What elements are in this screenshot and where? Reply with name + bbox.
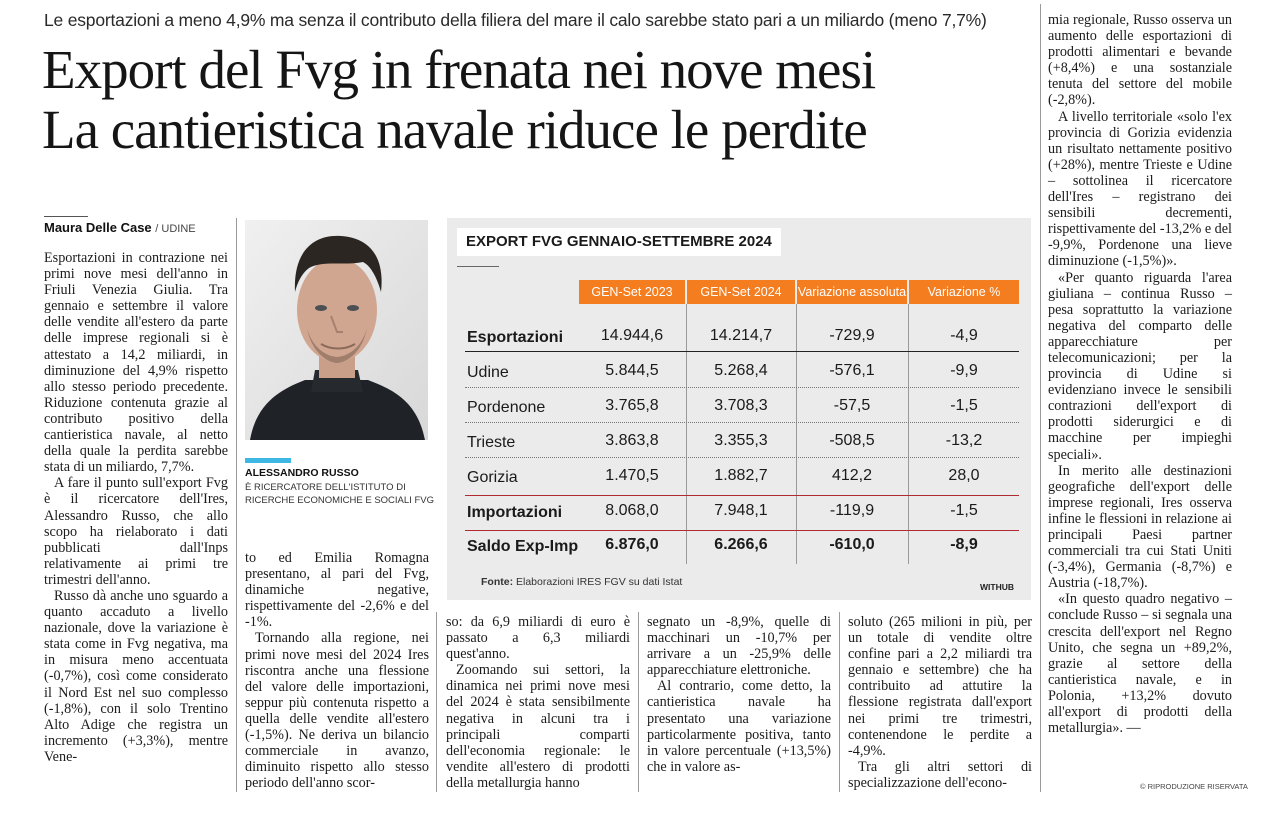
paragraph: soluto (265 milioni in più, per un totale di vendite oltre confine pari a 2,2 miliardi tra gennaio e settembre) che ha contribuito ad attutire la flessione registrata dall'export nei primi tre trimestri, contenendone le perdite a -4,9%. [848, 614, 1032, 759]
kicker: Le esportazioni a meno 4,9% ma senza il contributo della filiera del mare il calo sarebbe stato pari a un miliardo (meno 7,7%) [44, 10, 987, 30]
table-header-2023: GEN-Set 2023 [579, 280, 685, 304]
paragraph: A livello territoriale «solo l'ex provincia di Gorizia evidenzia un risultato nettamente positivo (+28%), mentre Trieste e Udine – sottolinea il ricercatore dell'Ires – registrano dei sensibili decrementi, rispettivamente del -13,2% e del -9,9%, Pordenone una lieve diminuzione (-1,5%)». [1048, 108, 1232, 270]
table-row-label: Pordenone [467, 399, 546, 416]
table-row-label: Importazioni [467, 504, 563, 521]
table-cell: -4,9 [950, 327, 978, 344]
paragraph: Esportazioni in contrazione nei primi nove mesi dell'anno in Friuli Venezia Giulia. Tra gennaio e settembre il valore delle vendite all'estero da parte delle imprese regionali si è attestato a 14,2 miliardi, in diminuzione del 4,9% rispetto allo stesso periodo precedente. Riduzione contenuta grazie al contributo positivo della cantieristica navale, al netto della quale la perdita sarebbe stata di un miliardo, 7,7%. [44, 250, 228, 476]
table-rule [465, 351, 1019, 352]
article-column-1 [44, 250, 228, 795]
column-rule [436, 612, 437, 792]
byline [44, 220, 196, 235]
copyright-notice: © RIPRODUZIONE RISERVATA [1140, 782, 1248, 791]
caption-description: È RICERCATORE DELL'ISTITUTO DI RICERCHE ECONOMICHE E SOCIALI FVG [245, 482, 434, 506]
article-column-3 [446, 614, 630, 794]
table-row-label: Gorizia [467, 469, 518, 486]
table-cell: 5.844,5 [605, 362, 659, 379]
table-title-box [457, 228, 781, 256]
table-cell: 8.068,0 [605, 502, 659, 519]
paragraph: Zoomando sui settori, la dinamica nei primi nove mesi del 2024 è stata sensibilmente negativa in alcuni tra i principali comparti dell'economia regionale: le vendite all'estero di prodotti della metallurgia hanno [446, 662, 630, 791]
byline-rule [44, 216, 88, 217]
paragraph: «In questo quadro negativo – conclude Russo – si segnala una crescita dell'export nel Regno Unito, che segna un +89,2%, grazie al settore della cantieristica navale, e in Polonia, +13,2% dovuto all'export di prodotti della metallurgia». — [1048, 591, 1232, 737]
table-source [481, 576, 682, 588]
portrait-image [245, 220, 428, 440]
table-rule [465, 387, 1019, 388]
article-column-5 [848, 614, 1032, 794]
paragraph: mia regionale, Russo osserva un aumento delle esportazioni di prodotti alimentari e bevande (+8,4%) e una sostanziale tenuta del settore del mobile (-2,8%). [1048, 12, 1232, 109]
table-cell: -610,0 [829, 536, 875, 553]
table-title: EXPORT FVG GENNAIO-SETTEMBRE 2024 [466, 233, 772, 250]
table-cell: 28,0 [948, 467, 980, 484]
table-title-rule [457, 266, 499, 267]
export-table-box [447, 218, 1031, 600]
paragraph: to ed Emilia Romagna presentano, al pari del Fvg, dinamiche negative, rispettivamente del -2,6% e del -1%. [245, 550, 429, 631]
paragraph: «Per quanto riguarda l'area giuliana – continua Russo – pesa soprattutto la variazione negativa del comparto delle apparecchiature per telecomunicazioni; per la provincia di Udine si evidenziano invece le sensibili contrazioni dell'export di prodotti siderurgici e di macchine per impieghi speciali». [1048, 269, 1232, 463]
column-rule [839, 612, 840, 792]
table-cell: 14.944,6 [600, 327, 664, 344]
table-cell: 3.355,3 [714, 432, 768, 449]
table-cell: 5.268,4 [714, 362, 768, 379]
table-rule [465, 530, 1019, 531]
caption-name: ALESSANDRO RUSSO [245, 467, 359, 479]
table-source-text: Elaborazioni IRES FGV su dati Istat [516, 576, 683, 588]
table-rule [465, 422, 1019, 423]
headline-line-1: Export del Fvg in frenata nei nove mesi [42, 39, 876, 100]
paragraph: A fare il punto sull'export Fvg è il ricercatore dell'Ires, Alessandro Russo, che allo scopo ha rielaborato i dati pubblicati dall'Inps relativamente ai primi tre trimestri dell'anno. [44, 475, 228, 588]
table-row-label: Trieste [467, 434, 516, 451]
table-cell: 7.948,1 [714, 502, 768, 519]
paragraph: Russo dà anche uno sguardo a quanto accaduto a livello nazionale, dove la variazione è stata come in Fvg negativa, ma in misura meno accentuata (-0,7%), così come considerato il Nord Est nel suo complesso (-1,8%), con il solo Trentino Alto Adige che registra un incremento (+3,3%), mentre Vene- [44, 587, 228, 765]
table-row-label: Saldo Exp-Imp [467, 538, 579, 555]
byline-location: / UDINE [155, 223, 196, 235]
table-cell: -1,5 [950, 397, 978, 414]
paragraph: Al contrario, come detto, la cantieristica navale ha presentato una variazione particolarmente positiva, tanto in valore percentuale (+13,5%) che in valore as- [647, 678, 831, 775]
table-cell: -729,9 [829, 327, 875, 344]
column-rule [1040, 4, 1041, 792]
table-cell: -508,5 [829, 432, 875, 449]
table-cell: -119,9 [829, 502, 875, 519]
table-header-2024: GEN-Set 2024 [687, 280, 795, 304]
table-rule [465, 457, 1019, 458]
article-column-6 [1048, 12, 1232, 780]
table-cell: 3.863,8 [605, 432, 659, 449]
paragraph: segnato un -8,9%, quelle di macchinari un -10,7% per arrivare a un -25,9% delle apparecchiature elettroniche. [647, 614, 831, 679]
table-cell: -57,5 [833, 397, 871, 414]
column-rule [236, 218, 237, 792]
table-cell: 14.214,7 [709, 327, 773, 344]
table-cell: 412,2 [831, 467, 873, 484]
table-cell: -1,5 [950, 502, 978, 519]
table-cell: 6.266,6 [714, 536, 768, 553]
article-column-2 [245, 550, 429, 795]
table-cell: -9,9 [950, 362, 978, 379]
author-photo [245, 220, 428, 440]
paragraph: Tornando alla regione, nei primi nove mesi del 2024 Ires riscontra anche una flessione del valore delle importazioni, seppur più contenuta rispetto a quella delle vendite all'estero (-1,5%). Ne deriva un bilancio commerciale in avanzo, diminuito rispetto allo stesso periodo dell'anno scor- [245, 630, 429, 792]
table-cell: 6.876,0 [605, 536, 659, 553]
byline-author: Maura Delle Case [44, 220, 152, 235]
table-row-label: Esportazioni [467, 329, 564, 346]
caption-accent-bar [245, 458, 291, 463]
table-cell: 1.470,5 [605, 467, 659, 484]
headline-line-2: La cantieristica navale riduce le perdite [42, 99, 867, 160]
table-cell: -13,2 [945, 432, 983, 449]
table-rule [465, 495, 1019, 496]
paragraph: In merito alle destinazioni geografiche dell'export delle imprese regionali, Ires osserva infine le flessioni in relazione ai principali Paesi partner commerciali tra cui Stati Uniti (-3,4%), Germania (-8,7%) e Austria (-18,7%). [1048, 462, 1232, 592]
table-cell: 3.708,3 [714, 397, 768, 414]
table-header-var-abs: Variazione assoluta [797, 280, 907, 304]
table-cell: 3.765,8 [605, 397, 659, 414]
table-source-label: Fonte: [481, 576, 514, 588]
table-cell: 1.882,7 [714, 467, 768, 484]
table-header-var-pct: Variazione % [909, 280, 1019, 304]
paragraph: so: da 6,9 miliardi di euro è passato a 6,3 miliardi quest'anno. [446, 614, 630, 663]
table-cell: -8,9 [950, 536, 978, 553]
withub-logo: WITHUB [980, 582, 1014, 592]
table-row-label: Udine [467, 364, 509, 381]
table-cell: -576,1 [829, 362, 875, 379]
column-rule [638, 612, 639, 792]
article-column-4 [647, 614, 831, 794]
paragraph: Tra gli altri settori di specializzazione dell'econo- [848, 758, 1032, 791]
